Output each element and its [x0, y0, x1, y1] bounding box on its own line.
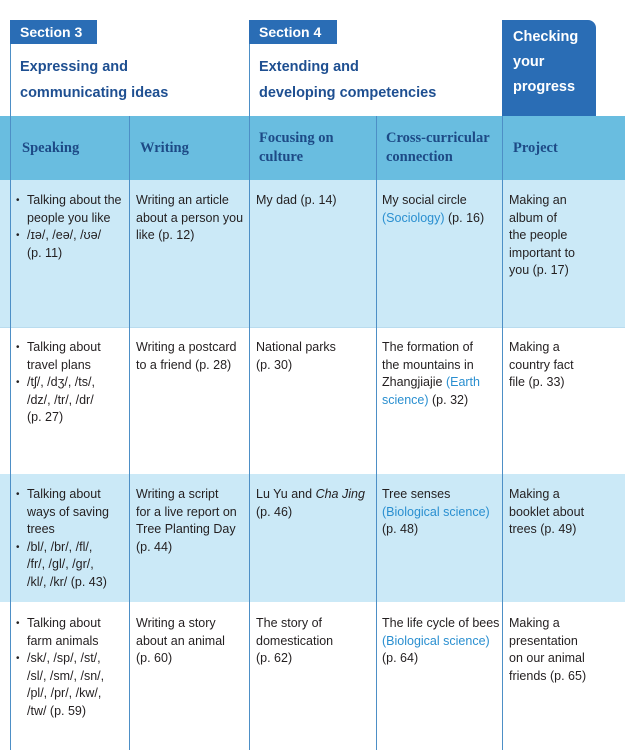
column-divider [129, 116, 130, 750]
column-divider [376, 116, 377, 750]
row1-speaking: • Talking about the people you like • /ɪə/, /eə/, /ʊə/ (p. 11) [16, 192, 128, 262]
row2-writing: Writing a postcard to a friend (p. 28) [136, 340, 237, 372]
section-3-title-line1: Expressing and [20, 59, 128, 75]
row1-focusing: My dad (p. 14) [256, 193, 337, 207]
row3-speaking: • Talking about ways of saving trees • /bl/, /br/, /fl/, /fr/, /gl/, /gr/, /kl/, /kr/ (p. 43) [16, 486, 128, 592]
row2-speaking: • Talking about travel plans • /tʃ/, /dʒ/, /ts/, /dz/, /tr/, /dr/ (p. 27) [16, 339, 128, 427]
checking-progress-tab [502, 20, 596, 116]
checking-line2: your [513, 54, 545, 70]
row3-project: Making a booklet about trees (p. 49) [509, 487, 585, 537]
column-divider [249, 44, 250, 750]
column-divider [502, 116, 503, 750]
column-header-writing: Writing [140, 139, 189, 156]
column-divider [10, 44, 11, 750]
row3-focusing: Lu Yu and Cha Jing (p. 46) [256, 487, 365, 519]
column-header-project: Project [513, 139, 558, 156]
row1-project: Making an album of the people important to you (p. 17) [509, 193, 576, 278]
row2-project: Making a country fact file (p. 33) [509, 340, 574, 390]
row1-writing: Writing an article about a person you like (p. 12) [136, 193, 244, 243]
row4-speaking: • Talking about farm animals • /sk/, /sp/, /st/, /sl/, /sm/, /sn/, /pl/, /pr/, /kw/, /tw/ (p. 59) [16, 615, 128, 721]
row1-cross: My social circle (Sociology) (p. 16) [382, 193, 485, 225]
column-header-speaking: Speaking [22, 139, 80, 156]
row3-cross: Tree senses (Biological science) (p. 48) [382, 487, 490, 537]
section-4-title [259, 54, 436, 106]
column-header-cross-curricular: Cross-curricular connection [386, 130, 490, 165]
row4-project: Making a presentation on our animal friends (p. 65) [509, 616, 587, 683]
row4-focusing: The story of domestication (p. 62) [256, 616, 334, 666]
section-4-tab-label: Section 4 [259, 24, 322, 40]
section-3-title-line2: communicating ideas [20, 85, 169, 101]
section-4-tab [249, 20, 337, 44]
checking-line3: progress [513, 79, 576, 95]
row2-focusing: National parks (p. 30) [256, 340, 336, 372]
row4-writing: Writing a story about an animal (p. 60) [136, 616, 225, 666]
row3-writing: Writing a script for a live report on Tree Planting Day (p. 44) [136, 487, 237, 554]
row2-cross: The formation of the mountains in Zhangjiajie (Earth science) (p. 32) [382, 340, 480, 407]
section-3-tab [10, 20, 97, 44]
checking-line1: Checking [513, 29, 579, 45]
section-3-title [20, 54, 168, 106]
section-4-title-line2: developing competencies [259, 85, 437, 101]
row-divider [0, 327, 625, 328]
section-4-title-line1: Extending and [259, 59, 359, 75]
column-header-focusing: Focusing on culture [259, 130, 334, 165]
section-3-tab-label: Section 3 [20, 24, 83, 40]
row4-cross: The life cycle of bees (Biological science) (p. 64) [382, 616, 500, 666]
